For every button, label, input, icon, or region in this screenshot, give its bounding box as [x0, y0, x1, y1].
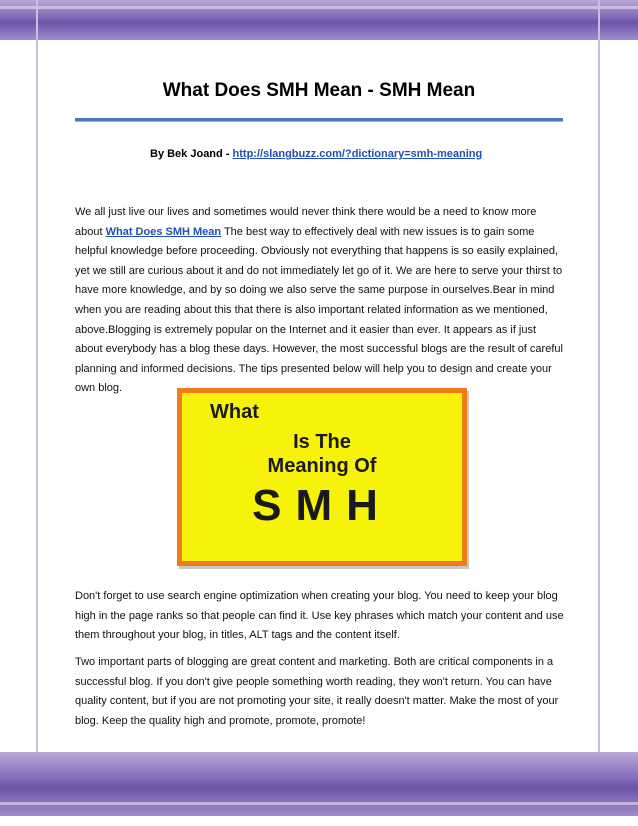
paragraph-intro-text-a: We all just live our lives and sometimes would never think there would be a need to know more about [75, 206, 537, 238]
bottom-banner [0, 752, 638, 816]
paragraph-seo: Don't forget to use search engine optimization when creating your blog. You need to keep your blog high in the page ranks so that people can find it. Use key phrases which match your content and use them throughout your blog, in titles, ALT tags and the content itself. [75, 590, 564, 642]
image-text-meaning-of: Meaning Of [267, 455, 377, 477]
right-margin-line [598, 0, 600, 826]
image-text-what: What [210, 401, 259, 423]
banner-highlight-bottom [0, 802, 638, 805]
document-title: What Does SMH Mean - SMH Mean [162, 80, 476, 101]
byline-author: By Bek Joand - [150, 148, 233, 160]
top-banner [0, 0, 638, 40]
banner-highlight [0, 6, 638, 9]
smh-meaning-image [177, 388, 467, 566]
title-divider [75, 118, 563, 122]
paragraph-intro-text-b: The best way to effectively deal with new issues is to gain some helpful knowledge before proceeding. Obviously not everything that happens is so easily explained, yet we still are curious about it and do not immediately let go of it. We are here to serve your thirst to have more knowledge, and by so doing we also serve the same purpose in ourselves.Bear in mind when you are reading about this that there is also important related information as we mentioned, above.Blogging is extremely popular on the Internet and it easier than ever. It appears as if just about everybody has a blog these days. However, the most successful blogs are the result of careful planning and informed decisions. The tips presented below will help you to design and create your own blog. [75, 225, 563, 395]
byline-link[interactable]: http://slangbuzz.com/?dictionary=smh-meaning [232, 148, 483, 160]
page-bottom-edge [0, 816, 638, 826]
image-text-is-the: Is The [293, 431, 351, 453]
paragraph-intro [75, 203, 565, 399]
left-margin-line [36, 0, 38, 826]
paragraph-marketing: Two important parts of blogging are great content and marketing. Both are critical components in a successful blog. If you don't give people something worth reading, they won't return. You can have quality content, but if you are not promoting your site, it really doesn't matter. Make the most of your blog. Keep the quality high and promote, promote, promote! [75, 656, 559, 727]
image-text-smh: SMH [252, 481, 392, 530]
byline [150, 148, 482, 160]
what-does-smh-mean-link[interactable]: What Does SMH Mean [105, 225, 222, 238]
